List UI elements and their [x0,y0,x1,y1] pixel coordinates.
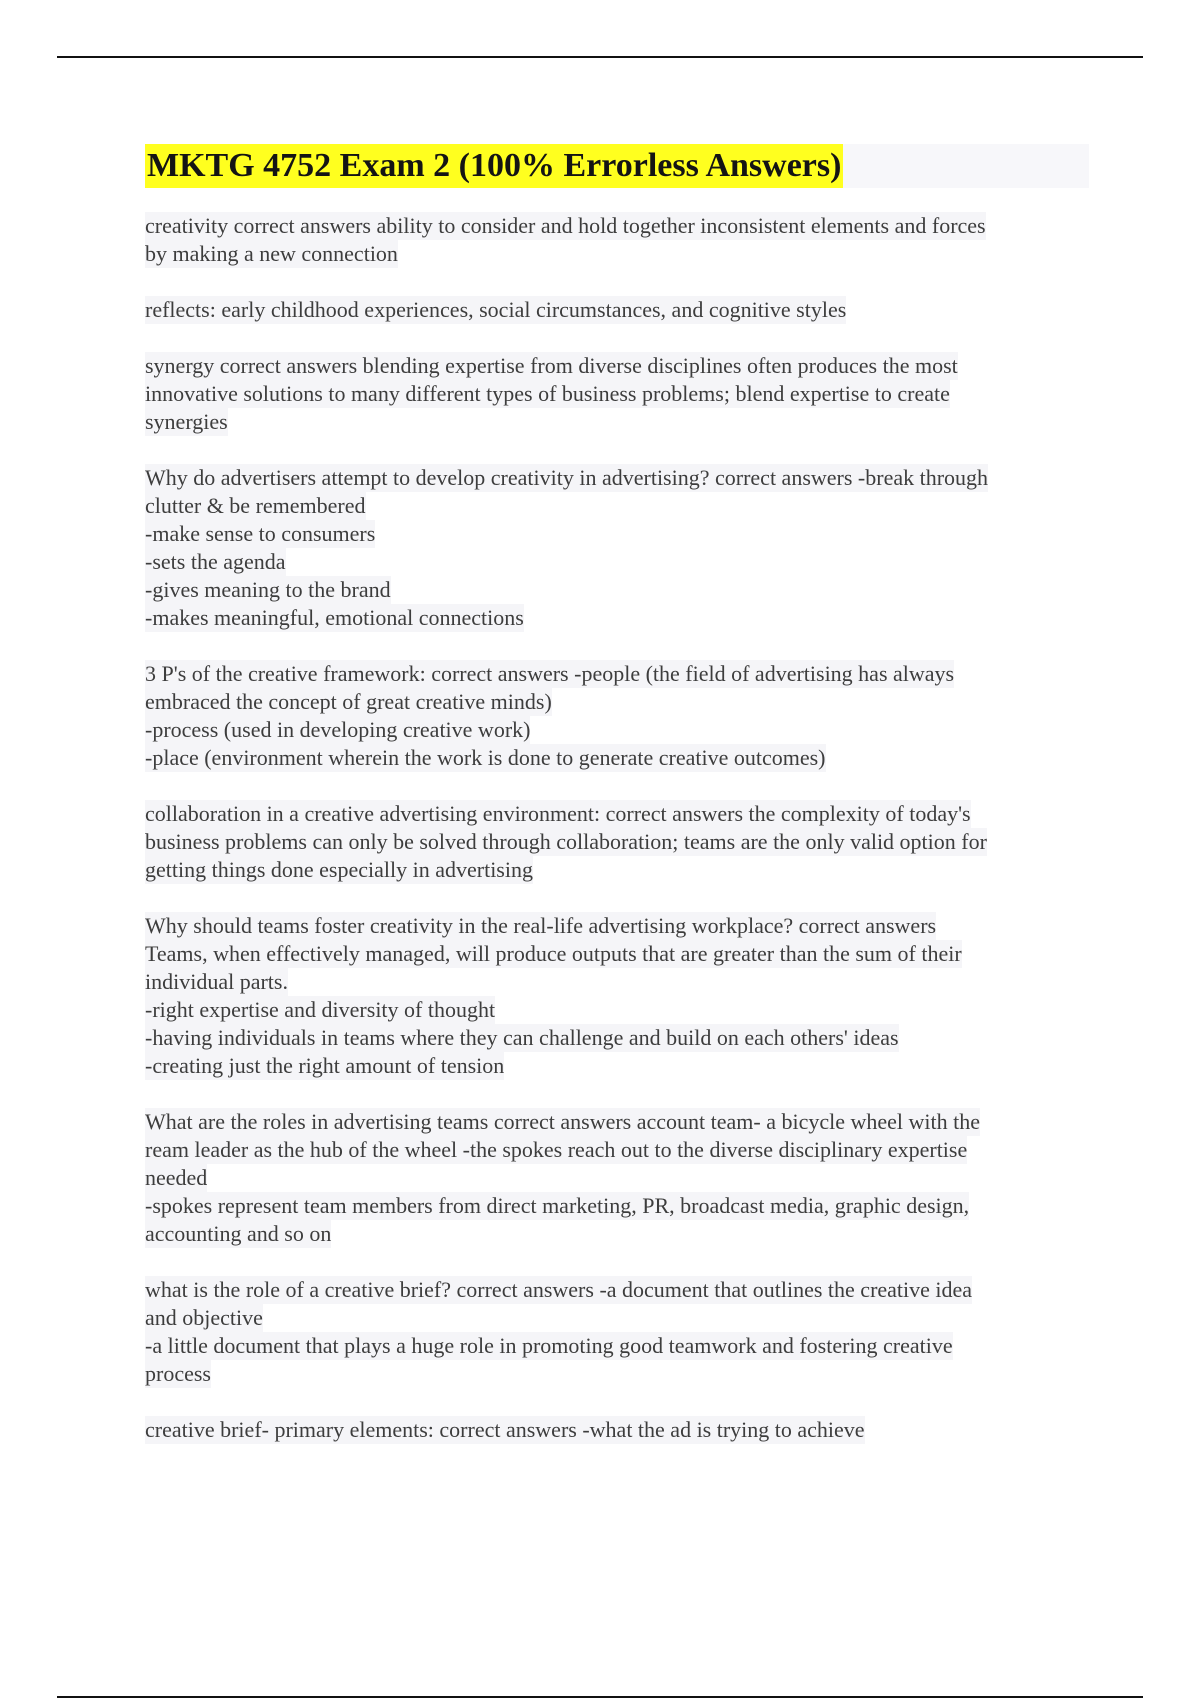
entry-line: embraced the concept of great creative minds) [145,689,552,714]
entry-line: -makes meaningful, emotional connections [145,605,524,630]
entry-line: ream leader as the hub of the wheel -the spokes reach out to the diverse disciplinary expertise [145,1137,968,1162]
entry-line: -having individuals in teams where they can challenge and build on each others' ideas [145,1025,899,1050]
entry-line: business problems can only be solved through collaboration; teams are the only valid option for [145,829,987,854]
entry-line: clutter & be remembered [145,493,366,518]
entry-line: Why should teams foster creativity in the real-life advertising workplace? correct answers [145,913,937,938]
entry-line: needed [145,1165,208,1190]
entry-line: What are the roles in advertising teams correct answers account team- a bicycle wheel with the [145,1109,981,1134]
qa-entry [145,912,1089,1080]
document-body [145,144,1089,1472]
qa-entries [145,212,1089,1444]
entry-line: reflects: early childhood experiences, social circumstances, and cognitive styles [145,297,847,322]
entry-line: and objective [145,1305,263,1330]
entry-line: -process (used in developing creative work) [145,717,531,742]
qa-entry [145,800,1089,884]
entry-line: getting things done especially in advertising [145,857,533,882]
entry-line: -place (environment wherein the work is done to generate creative outcomes) [145,745,826,770]
entry-line: -right expertise and diversity of thought [145,997,496,1022]
entry-line: 3 P's of the creative framework: correct answers -people (the field of advertising has always [145,661,955,686]
title-bar [145,144,1089,188]
entry-line: Teams, when effectively managed, will produce outputs that are greater than the sum of their [145,941,962,966]
entry-line: collaboration in a creative advertising environment: correct answers the complexity of today's [145,801,971,826]
qa-entry [145,1416,1089,1444]
entry-line: innovative solutions to many different types of business problems; blend expertise to create [145,381,950,406]
qa-entry [145,1276,1089,1388]
entry-line: -spokes represent team members from direct marketing, PR, broadcast media, graphic design, [145,1193,970,1218]
entry-line: -sets the agenda [145,549,286,574]
qa-entry [145,296,1089,324]
entry-line: synergies [145,409,228,434]
bottom-rule [57,1696,1143,1698]
entry-line: -make sense to consumers [145,521,376,546]
qa-entry [145,1108,1089,1248]
entry-line: creative brief- primary elements: correct answers -what the ad is trying to achieve [145,1417,865,1442]
entry-line: accounting and so on [145,1221,332,1246]
entry-line: process [145,1361,211,1386]
entry-line: -a little document that plays a huge role in promoting good teamwork and fostering creative [145,1333,953,1358]
qa-entry [145,464,1089,632]
document-title: MKTG 4752 Exam 2 (100% Errorless Answers) [145,144,843,188]
entry-line: Why do advertisers attempt to develop creativity in advertising? correct answers -break through [145,465,989,490]
qa-entry [145,660,1089,772]
qa-entry [145,212,1089,268]
entry-line: what is the role of a creative brief? correct answers -a document that outlines the creative idea [145,1277,973,1302]
entry-line: -creating just the right amount of tension [145,1053,505,1078]
entry-line: synergy correct answers blending expertise from diverse disciplines often produces the most [145,353,958,378]
entry-line: -gives meaning to the brand [145,577,391,602]
entry-line: by making a new connection [145,241,398,266]
qa-entry [145,352,1089,436]
top-rule [57,56,1143,58]
entry-line: individual parts. [145,969,288,994]
entry-line: creativity correct answers ability to consider and hold together inconsistent elements and forces [145,213,986,238]
